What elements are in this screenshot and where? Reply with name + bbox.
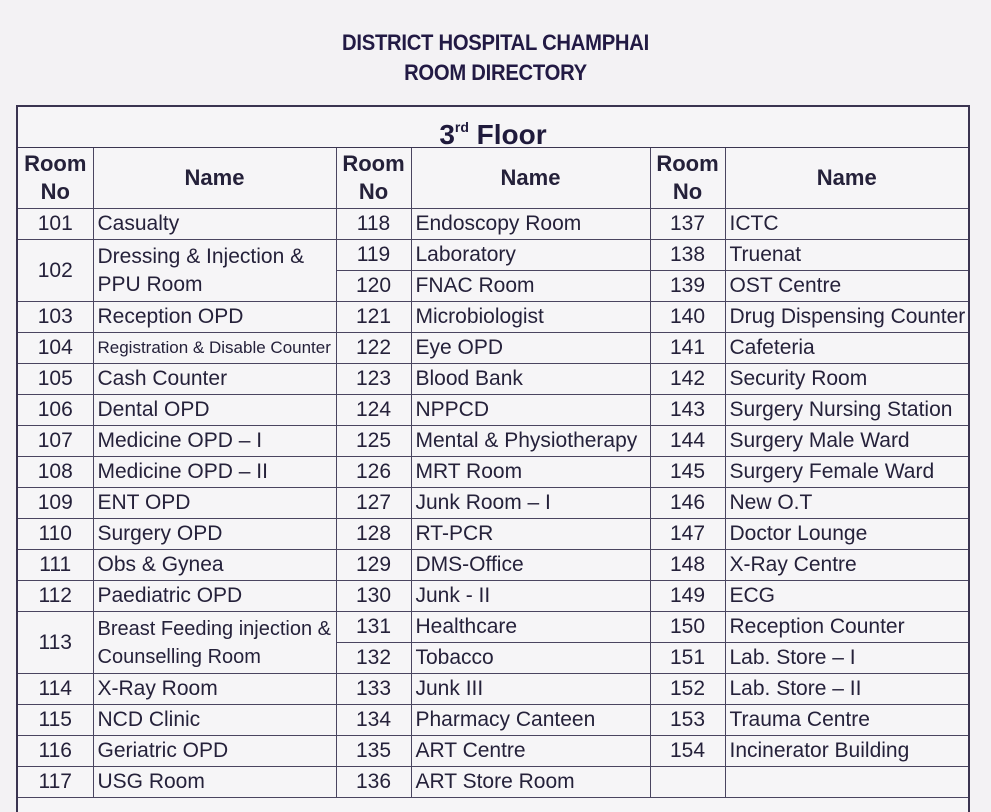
- room-no: 132: [336, 643, 411, 674]
- room-name: Microbiologist: [411, 302, 650, 333]
- room-no: 130: [336, 581, 411, 612]
- room-name: MRT Room: [411, 457, 650, 488]
- room-name: Pharmacy Canteen: [411, 705, 650, 736]
- col-header-room-no: Room No: [650, 148, 725, 209]
- table-row: [18, 674, 968, 705]
- table-row: [18, 426, 968, 457]
- col-header-name: Name: [93, 148, 336, 209]
- room-name: Surgery Nursing Station: [725, 395, 968, 426]
- room-no: 153: [650, 705, 725, 736]
- room-name: Truenat: [725, 240, 968, 271]
- room-name: Cafeteria: [725, 333, 968, 364]
- room-no: 113: [18, 612, 93, 674]
- table-row: [18, 705, 968, 736]
- room-name: X-Ray Room: [93, 674, 336, 705]
- room-name: Reception Counter: [725, 612, 968, 643]
- room-name: NPPCD: [411, 395, 650, 426]
- room-name: Trauma Centre: [725, 705, 968, 736]
- room-no: 142: [650, 364, 725, 395]
- room-name: DMS-Office: [411, 550, 650, 581]
- room-no: 126: [336, 457, 411, 488]
- room-no: 121: [336, 302, 411, 333]
- room-name: Incinerator Building: [725, 736, 968, 767]
- hospital-title: DISTRICT HOSPITAL CHAMPHAI: [342, 30, 649, 55]
- room-no: 152: [650, 674, 725, 705]
- room-name: Dental OPD: [93, 395, 336, 426]
- room-name: Medicine OPD – I: [93, 426, 336, 457]
- room-no: 137: [650, 209, 725, 240]
- table-row: [18, 209, 968, 240]
- room-no: 129: [336, 550, 411, 581]
- room-name: Dressing & Injection & PPU Room: [93, 240, 336, 302]
- room-no: 148: [650, 550, 725, 581]
- room-name: Endoscopy Room: [411, 209, 650, 240]
- room-name: ECG: [725, 581, 968, 612]
- table-row: [18, 767, 968, 798]
- room-no: 109: [18, 488, 93, 519]
- table-row: [18, 302, 968, 333]
- floor-heading: [18, 107, 968, 148]
- room-name: New O.T: [725, 488, 968, 519]
- room-name: Junk III: [411, 674, 650, 705]
- room-no: 141: [650, 333, 725, 364]
- room-name: Drug Dispensing Counter: [725, 302, 968, 333]
- room-no: 149: [650, 581, 725, 612]
- room-name: X-Ray Centre: [725, 550, 968, 581]
- table-row: [18, 736, 968, 767]
- room-name: Healthcare: [411, 612, 650, 643]
- room-no: 135: [336, 736, 411, 767]
- room-name: Security Room: [725, 364, 968, 395]
- room-name: ART Store Room: [411, 767, 650, 798]
- room-no: 140: [650, 302, 725, 333]
- room-name: Doctor Lounge: [725, 519, 968, 550]
- room-no: 124: [336, 395, 411, 426]
- room-no: 110: [18, 519, 93, 550]
- table-row: [18, 333, 968, 364]
- room-no: 147: [650, 519, 725, 550]
- room-no: 146: [650, 488, 725, 519]
- room-no: 144: [650, 426, 725, 457]
- floor-label: Floor: [476, 119, 547, 150]
- room-no: 136: [336, 767, 411, 798]
- room-no: 115: [18, 705, 93, 736]
- room-no: 119: [336, 240, 411, 271]
- table-row: [18, 457, 968, 488]
- directory-title: ROOM DIRECTORY: [404, 60, 587, 85]
- table-row: [18, 395, 968, 426]
- col-header-name: Name: [411, 148, 650, 209]
- room-name: NCD Clinic: [93, 705, 336, 736]
- room-name: Tobacco: [411, 643, 650, 674]
- room-name: Paediatric OPD: [93, 581, 336, 612]
- room-name: Surgery Male Ward: [725, 426, 968, 457]
- room-name: Lab. Store – II: [725, 674, 968, 705]
- room-no: 116: [18, 736, 93, 767]
- room-name: Surgery OPD: [93, 519, 336, 550]
- room-no: [650, 767, 725, 798]
- room-name: Geriatric OPD: [93, 736, 336, 767]
- room-no: 122: [336, 333, 411, 364]
- col-header-room-no: Room No: [336, 148, 411, 209]
- room-no: 104: [18, 333, 93, 364]
- table-row: [18, 519, 968, 550]
- room-no: 114: [18, 674, 93, 705]
- room-name: Junk Room – I: [411, 488, 650, 519]
- room-name: Eye OPD: [411, 333, 650, 364]
- room-name: Reception OPD: [93, 302, 336, 333]
- table-row: [18, 612, 968, 643]
- room-no: 112: [18, 581, 93, 612]
- floor-suffix: rd: [454, 119, 469, 135]
- room-no: 145: [650, 457, 725, 488]
- room-name: OST Centre: [725, 271, 968, 302]
- room-name: Casualty: [93, 209, 336, 240]
- room-no: 117: [18, 767, 93, 798]
- room-no: 154: [650, 736, 725, 767]
- room-name: [725, 767, 968, 798]
- room-no: 103: [18, 302, 93, 333]
- table-row: [18, 581, 968, 612]
- room-directory-board: [16, 105, 970, 812]
- room-name: Surgery Female Ward: [725, 457, 968, 488]
- table-header-row: [18, 148, 968, 209]
- room-no: 105: [18, 364, 93, 395]
- room-name: USG Room: [93, 767, 336, 798]
- room-name: Blood Bank: [411, 364, 650, 395]
- room-name: Laboratory: [411, 240, 650, 271]
- room-no: 101: [18, 209, 93, 240]
- room-name: FNAC Room: [411, 271, 650, 302]
- room-no: 123: [336, 364, 411, 395]
- room-no: 150: [650, 612, 725, 643]
- room-no: 139: [650, 271, 725, 302]
- room-no: 134: [336, 705, 411, 736]
- room-no: 102: [18, 240, 93, 302]
- room-no: 106: [18, 395, 93, 426]
- room-name: Obs & Gynea: [93, 550, 336, 581]
- room-no: 128: [336, 519, 411, 550]
- page-header: [0, 28, 991, 88]
- room-no: 108: [18, 457, 93, 488]
- room-no: 131: [336, 612, 411, 643]
- room-name: Cash Counter: [93, 364, 336, 395]
- room-no: 127: [336, 488, 411, 519]
- room-no: 118: [336, 209, 411, 240]
- room-no: 107: [18, 426, 93, 457]
- room-name: ICTC: [725, 209, 968, 240]
- room-name: ENT OPD: [93, 488, 336, 519]
- room-table: [18, 148, 968, 798]
- room-name: Lab. Store – I: [725, 643, 968, 674]
- room-name: Medicine OPD – II: [93, 457, 336, 488]
- room-no: 120: [336, 271, 411, 302]
- table-row: [18, 364, 968, 395]
- room-name: Junk - II: [411, 581, 650, 612]
- col-header-room-no: Room No: [18, 148, 93, 209]
- table-row: [18, 240, 968, 271]
- room-no: 133: [336, 674, 411, 705]
- room-name: Breast Feeding injection & Counselling Room: [93, 612, 336, 674]
- room-no: 151: [650, 643, 725, 674]
- room-name: Registration & Disable Counter: [93, 333, 336, 364]
- room-no: 143: [650, 395, 725, 426]
- room-name: RT-PCR: [411, 519, 650, 550]
- room-name: ART Centre: [411, 736, 650, 767]
- table-row: [18, 550, 968, 581]
- room-no: 138: [650, 240, 725, 271]
- room-name: Mental & Physiotherapy: [411, 426, 650, 457]
- floor-number: 3: [439, 119, 455, 150]
- table-row: [18, 488, 968, 519]
- room-no: 111: [18, 550, 93, 581]
- room-no: 125: [336, 426, 411, 457]
- col-header-name: Name: [725, 148, 968, 209]
